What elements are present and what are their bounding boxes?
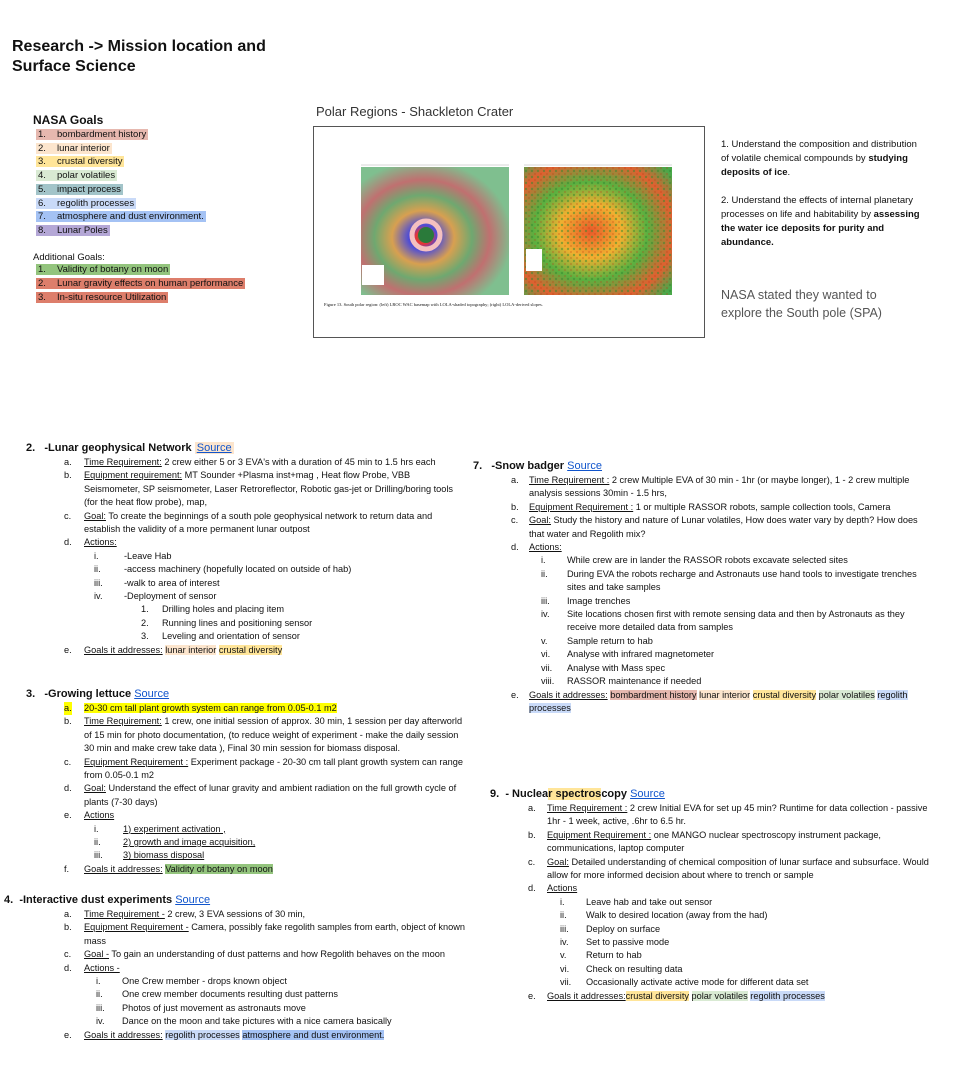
section-snow-badger: 7. -Snow badger Source a. Time Requirement : 2 crew Multiple EVA of 30 min - 1hr (or maybe longer), 1 - 2 crew multiple analysis sessions 30min - 1.5 hrs, b. Equipment Requirement : 1 or multiple RASSOR robots, sample collection tools, Camera c. Goal: Study the history and nature of Lunar volatiles, How does water vary by depth? How does that water and Regolith mix? d. Actions: i. While crew are in lander the RASSOR robots excavate selected sites ii. During EVA the robots recharge and Astronauts use hand tools to investigate trenches sites and take samples iii. Image trenches iv. Site locations chosen first with remote sensing data and then by Astronauts as they receive more detailed data from samples v. Sample return to hab vi. Analyse with infrared magnetometer vii. Analyse with Mass spec viii. RASSOR maintenance if needed e. Goals it addresses: bombardment history lunar interior crustal diversity polar volatiles regolith processes [473,459,923,715]
list-item: 3. In-situ resource Utilization [38,292,167,303]
source-link[interactable]: Source [175,894,211,906]
nasa-goals-heading: NASA Goals [33,113,104,127]
polar-regions-title: Polar Regions - Shackleton Crater [316,104,514,119]
section-geophysical-network: 2. -Lunar geophysical Network Source a. Time Requirement: 2 crew either 5 or 3 EVA's with a duration of 45 min to 1.5 hrs each b. Equipment requirement: MT Sounder +Plasma inst+mag , Heat flow Probe, VBB Seismometer, SP seismometer, Laser Retroreflector, Robotic gas-jet or Drilling/boring tools (for the heat flow probe), map, c. Goal: To create the beginnings of a south pole geophysical network to return data and establish the validity of a more permanent lunar outpost d. Actions: i. -Leave Hab ii. -access machinery (hopefully located on outside of hab) iii. -walk to area of interest iv. -Deployment of sensor 1. Drilling holes and placing item 2. Running lines and positioning sensor 3. Leveling and orientation of sensor e. Goals it addresses: lunar interior crustal diversity [26,441,456,657]
list-item: 7. atmosphere and dust environment. [38,211,204,223]
additional-goals-heading: Additional Goals: [33,252,105,263]
list-item: 8. Lunar Poles [38,224,108,236]
list-item: 2. Lunar gravity effects on human performance [38,278,244,289]
source-link[interactable]: Source [630,788,665,800]
additional-goals-list [36,263,245,305]
section-header: 4. -Interactive dust experiments Source [4,894,211,906]
section-header: 9. - Nuclear spectroscopy Source [490,788,665,800]
source-link[interactable]: Source [567,460,603,472]
section-header: 2. -Lunar geophysical Network Source [26,442,232,454]
section-dust-experiments: 4. -Interactive dust experiments Source a. Time Requirement - 2 crew, 3 EVA sessions of 30 min, b. Equipment Requirement - Camera, possibly fake regolith samples from earth, object of known mass c. Goal - To gain an understanding of dust patterns and how Regolith behaves on the moon d. Actions - i. One Crew member - drops known object ii. One crew member documents resulting dust patterns iii. Photos of just movement as astronauts move iv. Dance on the moon and take pictures with a nice camera basically e. Goals it addresses: regolith processes atmosphere and dust environment. [4,893,469,1042]
list-item: 2. lunar interior [38,142,110,154]
nasa-stated-note: NASA stated they wanted to explore the South pole (SPA) [721,288,882,320]
section-growing-lettuce: 3. -Growing lettuce Source a. 20-30 cm tall plant growth system can range from 0.05-0.1 m2 b. Time Requirement: 1 crew, one initial session of approx. 30 min, 1 session per day afterworld of 15 min for photo documentation, (to reduce weight of experiment - make the daily session 30 min and make crew take data ), Final 30 min session for biomass disposal. c. Equipment Requirement : Experiment package - 20-30 cm tall plant growth system can range from 0.05-0.1 m2 d. Goal: Understand the effect of lunar gravity and ambient radiation on the full growth cycle of plants (7-30 days) e. Actions i. 1) experiment activation , ii. 2) growth and image acquisition, iii. 3) biomass disposal f. Goals it addresses: Validity of botany on moon [26,687,466,876]
list-item: 6. regolith processes [38,197,135,209]
page-title: Research -> Mission location and Surface Science [12,38,266,75]
shackleton-figure [313,126,705,338]
list-item: 3. crustal diversity [38,156,123,168]
source-link[interactable]: Source [196,442,232,454]
list-item: 1. bombardment history [38,129,147,140]
list-item: 4. polar volatiles [38,170,116,182]
nasa-goals-list [36,128,206,238]
understand-notes [721,138,921,250]
section-header: 3. -Growing lettuce Source [26,688,170,700]
note-2: 2. Understand the effects of internal planetary processes on life and habitability by assessing the water ice deposits for purity and abundance. [721,195,920,248]
note-1: 1. Understand the composition and distribution of volatile chemical compounds by studying deposits of ice. [721,139,917,178]
list-item: 5. impact process [38,183,121,195]
list-item: 1. Validity of botany on moon [38,264,169,275]
section-header: 7. -Snow badger Source [473,460,603,472]
section-nuclear-spectroscopy: 9. - Nuclear spectroscopy Source a. Time Requirement : 2 crew Initial EVA for set up 45 min? Runtime for data collection - passive 1hr - 1 week, active, .6hr to 6.5 hr. b. Equipment Requirement : one MANGO nuclear spectroscopy instrument package, communications, laptop computer c. Goal: Detailed understanding of chemical composition of lunar surface and subsurface. Would allow for more informed decision about where to trench or sample d. Actions i. Leave hab and take out sensor ii. Walk to desired location (away from the had) iii. Deploy on surface iv. Set to passive mode v. Return to hab vi. Check on resulting data vii. Occasionally activate active mode for different data set e. Goals it addresses:crustal diversity polar volatiles regolith processes [490,788,929,1001]
figure-caption: Figure 13. South polar region: (left) LROC WAC basemap with LOLA-shaded topography; (right) LOLA-derived slopes. [324,302,543,307]
source-link[interactable]: Source [134,688,170,700]
